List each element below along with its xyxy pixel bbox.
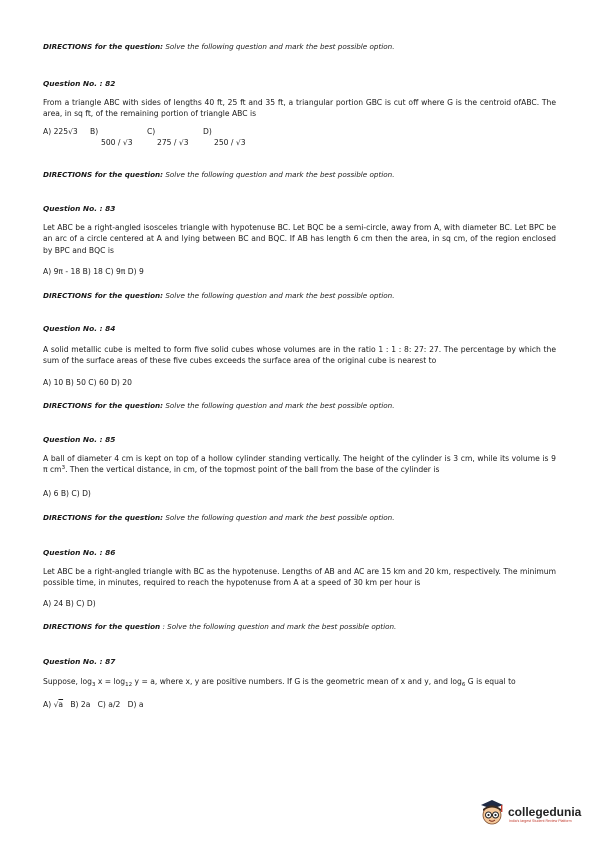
logo-wordmark: collegedunia [508,805,582,819]
option-b-label-82: B) [90,127,99,136]
directions-text: Solve the following question and mark the best possible option. [165,170,395,179]
subscript: 3 [91,682,96,688]
mascot-icon [478,798,506,828]
question-number-84: Question No. : 84 [43,324,116,333]
question-number-82: Question No. : 82 [43,79,116,88]
directions-q85 [43,401,556,412]
option-c-label-82: C) [147,127,156,136]
logo-tagline: India's largest Student Review Platform [509,819,572,823]
option-d-label-82: D) [203,127,212,136]
question-text-84: A solid metallic cube is melted to form five solid cubes whose volumes are in the ratio 1 : 1 : 8: 27: 27. The percentage by which the sum of the surface areas of these five cubes exceeds the surface area of the original cube is nearest to [43,345,556,366]
directions-label: DIRECTIONS for the question: [43,513,164,522]
option-d-value-82: 250 / √3 [214,138,246,147]
directions-label: DIRECTIONS for the question: [43,170,164,179]
subscript: 6 [461,682,466,688]
directions-q82 [43,42,556,53]
directions-text: Solve the following question and mark the best possible option. [165,42,395,51]
subscript: 12 [125,682,133,688]
option-a-87-prefix: A) √ [43,700,59,709]
question-text-85 [43,453,556,476]
options-83: A) 9π - 18 B) 18 C) 9π D) 9 [43,267,144,276]
text-part: Suppose, log [43,677,92,686]
directions-text: : Solve the following question and mark the best possible option. [162,622,397,631]
directions-q83 [43,170,556,181]
options-84: A) 10 B) 50 C) 60 D) 20 [43,378,132,387]
directions-label: DIRECTIONS for the question: [43,42,164,51]
question-number-85: Question No. : 85 [43,435,116,444]
option-b-value-82: 500 / √3 [101,138,133,147]
options-86: A) 24 B) C) D) [43,599,96,608]
collegedunia-logo [478,798,590,830]
options-82 [43,126,556,150]
option-a-87-radicand: a [58,700,64,709]
question-text-87 [43,676,556,689]
directions-q84 [43,291,556,302]
directions-label: DIRECTIONS for the question: [43,401,164,410]
question-number-86: Question No. : 86 [43,548,116,557]
question-text-86: Let ABC be a right-angled triangle with BC as the hypotenuse. Lengths of AB and AC are 15 km and 20 km, respectively. The minimum possible time, in minutes, required to reach the hypotenuse from A at a speed of 30 km per hour is [43,567,556,588]
directions-label: DIRECTIONS for the question [43,622,161,631]
text-part: G is equal to [465,677,516,686]
option-c-value-82: 275 / √3 [157,138,189,147]
question-text-83: Let ABC be a right-angled isosceles triangle with hypotenuse BC. Let BQC be a semi-circle, away from A, with diameter BC. Let BPC be an arc of a circle centered at A and lying between BC and BQC. If AB has length 6 cm then the area, in sq cm, of the region enclosed by BPC and BQC is [43,223,556,255]
question-text-85-part2: . Then the vertical distance, in cm, of the topmost point of the ball from the base of the cylinder is [65,465,440,475]
directions-text: Solve the following question and mark the best possible option. [165,513,395,522]
directions-label: DIRECTIONS for the question: [43,291,164,300]
text-part: x = log [95,677,126,686]
directions-text: Solve the following question and mark the best possible option. [165,401,395,410]
question-text-85-part1: A ball of diameter 4 cm is kept on top of a hollow cylinder standing vertically. The height of the cylinder is 3 cm, while its volume is 9 π cm [43,454,556,475]
question-number-83: Question No. : 83 [43,204,116,213]
options-87-rest: B) 2a C) a/2 D) a [63,700,144,709]
options-87 [43,699,556,710]
superscript: 3 [61,465,66,472]
directions-text: Solve the following question and mark the best possible option. [165,291,395,300]
question-number-87: Question No. : 87 [43,657,116,666]
text-part: y = a, where x, y are positive numbers. If G is the geometric mean of x and y, and log [132,677,462,686]
option-a-82: A) 225√3 [43,127,78,136]
directions-q86 [43,513,556,524]
directions-q87 [43,622,556,633]
question-text-82: From a triangle ABC with sides of lengths 40 ft, 25 ft and 35 ft, a triangular portion GBC is cut off where G is the centroid ofABC. The area, in sq ft, of the remaining portion of triangle ABC is [43,98,556,119]
options-85: A) 6 B) C) D) [43,489,91,498]
